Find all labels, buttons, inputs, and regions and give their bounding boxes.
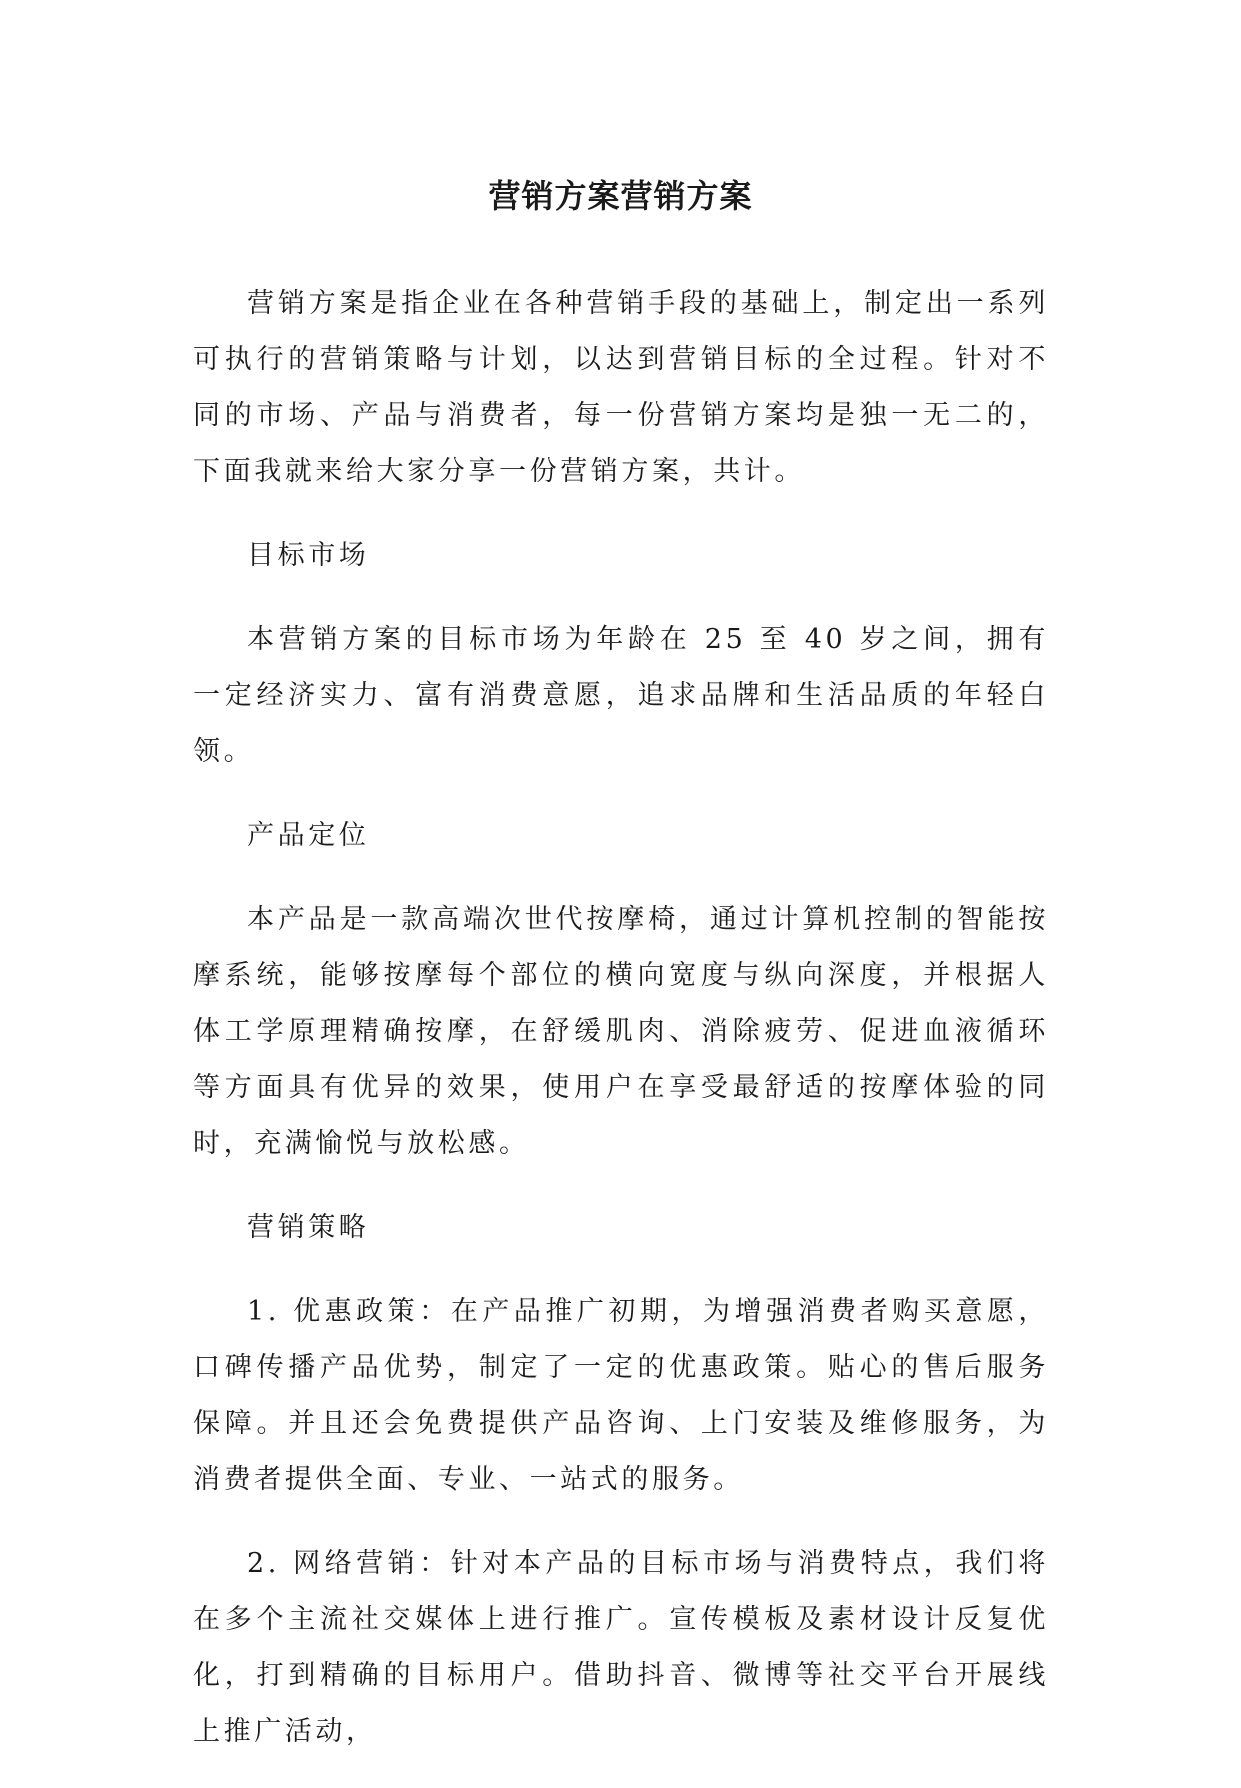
document-body xyxy=(193,276,1049,1788)
product-positioning-paragraph: 本产品是一款高端次世代按摩椅，通过计算机控制的智能按摩系统，能够按摩每个部位的横向宽度与纵向深度，并根据人体工学原理精确按摩，在舒缓肌肉、消除疲劳、促进血液循环等方面具有优异的效果，使用户在享受最舒适的按摩体验的同时，充满愉悦与放松感。 xyxy=(193,904,1049,1159)
document-title: 营销方案营销方案 xyxy=(488,177,753,215)
section-heading-product-positioning: 产品定位 xyxy=(247,820,370,851)
strategy-item-online-marketing: 2. 网络营销：针对本产品的目标市场与消费特点，我们将在多个主流社交媒体上进行推广。宣传模板及素材设计反复优化，打到精确的目标用户。借助抖音、微博等社交平台开展线上推广活动， xyxy=(193,1548,1049,1747)
section-heading-target-market: 目标市场 xyxy=(247,540,370,571)
strategy-item-discount-policy: 1. 优惠政策：在产品推广初期，为增强消费者购买意愿，口碑传播产品优势，制定了一定的优惠政策。贴心的售后服务保障。并且还会免费提供产品咨询、上门安装及维修服务，为消费者提供全面、专业、一站式的服务。 xyxy=(193,1296,1049,1495)
section-heading-marketing-strategy: 营销策略 xyxy=(247,1212,370,1243)
target-market-paragraph: 本营销方案的目标市场为年龄在 25 至 40 岁之间，拥有一定经济实力、富有消费意愿，追求品牌和生活品质的年轻白领。 xyxy=(193,624,1049,767)
intro-paragraph: 营销方案是指企业在各种营销手段的基础上，制定出一系列可执行的营销策略与计划，以达到营销目标的全过程。针对不同的市场、产品与消费者，每一份营销方案均是独一无二的，下面我就来给大家分享一份营销方案，共计。 xyxy=(193,288,1049,487)
